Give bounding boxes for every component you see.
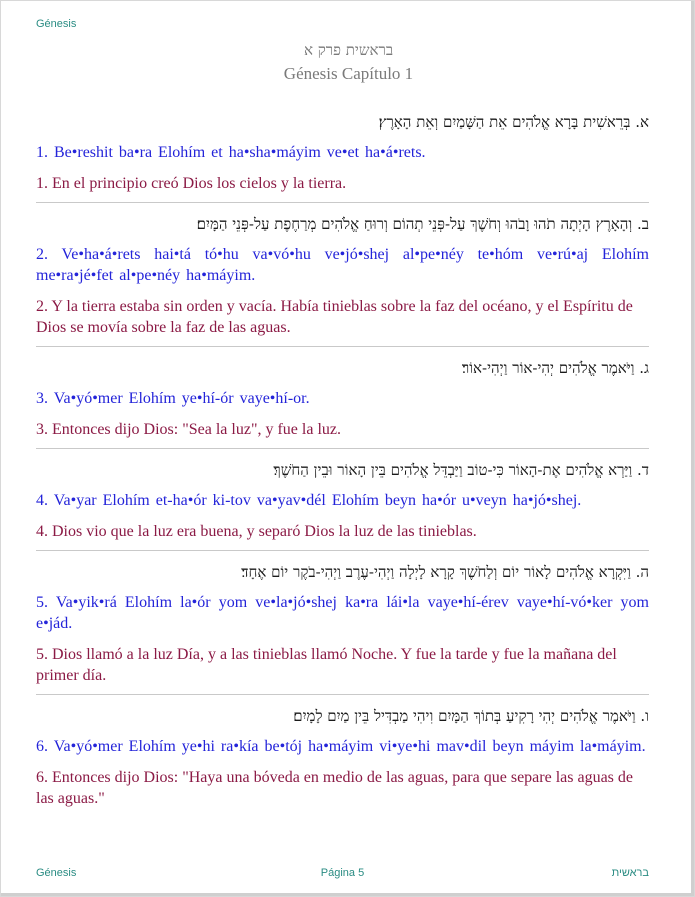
footer-book-hebrew: בראשית: [611, 867, 649, 879]
verse-spanish: 5. Dios llamó a la luz Día, y a las tinieblas llamó Noche. Y fue la tarde y fue la mañana del primer día.: [36, 646, 617, 684]
verse-hebrew: ב. וְהָאָרֶץ הָיְתָה תֹהוּ וָבֹהוּ וְחֹשֶׁךְ עַל-פְּנֵי תְהוֹם וְרוּחַ אֱלֹהִים מְרַחֶפֶת עַל-פְּנֵי הַמָּיִם׃: [196, 215, 649, 233]
chapter-title: [1, 39, 695, 85]
verse-spanish: 6. Entonces dijo Dios: "Haya una bóveda en medio de las aguas, para que separe las aguas de las aguas.": [36, 769, 633, 807]
verse-transliteration: 2. Ve•ha•á•rets hai•tá tó•hu va•vó•hu ve•jó•shej al•pe•néy te•hóm ve•rú•aj Elohím me•ra•jé•fet al•pe•néy ha•máyim.: [36, 246, 649, 284]
verse-hebrew: ה. וַיִּקְרָא אֱלֹהִים לָאוֹר יוֹם וְלַחֹשֶׁךְ קָרָא לָיְלָה וַיְהִי-עֶרֶב וַיְהִי-בֹקֶר יוֹם אֶחָד׃: [241, 563, 649, 581]
verse-transliteration: 3. Va•yó•mer Elohím ye•hí-ór vaye•hí-or.: [36, 390, 310, 407]
verse-2: [36, 202, 649, 346]
verse-1: [36, 111, 649, 202]
verse-hebrew: ד. וַיַּרְא אֱלֹהִים אֶת-הָאוֹר כִּי-טוֹב וַיַּבְדֵּל אֱלֹהִים בֵּין הָאוֹר וּבֵין הַחֹשֶׁךְ׃: [273, 461, 649, 479]
chapter-title-hebrew: בראשית פרק א: [303, 41, 394, 59]
page-footer: [36, 867, 649, 881]
running-header: Génesis: [36, 18, 77, 30]
verse-spanish: 2. Y la tierra estaba sin orden y vacía. Había tinieblas sobre la faz del océano, y el Espíritu de Dios se movía sobre la faz de las aguas.: [36, 298, 633, 336]
verse-transliteration: 5. Va•yik•rá Elohím la•ór yom ve•la•jó•shej ka•ra lái•la vaye•hí-érev vaye•hí-vó•ker yom e•jád.: [36, 594, 649, 632]
verse-spanish: 4. Dios vio que la luz era buena, y separó Dios la luz de las tinieblas.: [36, 523, 477, 540]
verse-list: [36, 111, 649, 817]
verse-5: [36, 550, 649, 694]
verse-4: [36, 448, 649, 550]
chapter-title-spanish: Génesis Capítulo 1: [283, 64, 414, 83]
verse-3: [36, 346, 649, 448]
verse-spanish: 3. Entonces dijo Dios: "Sea la luz", y fue la luz.: [36, 421, 341, 438]
verse-transliteration: 6. Va•yó•mer Elohím ye•hi ra•kía be•tój ha•máyim vi•ye•hi mav•dil beyn máyim la•máyim.: [36, 738, 646, 755]
verse-hebrew: א. בְּרֵאשִׁית בָּרָא אֱלֹהִים אֵת הַשָּׁמַיִם וְאֵת הָאָרֶץ׃: [378, 113, 649, 131]
verse-hebrew: ו. וַיֹּאמֶר אֱלֹהִים יְהִי רָקִיעַ בְּתוֹךְ הַמָּיִם וִיהִי מַבְדִּיל בֵּין מַיִם לָמָיִם׃: [293, 707, 649, 725]
verse-transliteration: 4. Va•yar Elohím et-ha•ór ki-tov va•yav•dél Elohím beyn ha•ór u•veyn ha•jó•shej.: [36, 492, 582, 509]
page-number: Página 5: [320, 867, 365, 879]
verse-transliteration: 1. Be•reshit ba•ra Elohím et ha•sha•máyim ve•et ha•á•rets.: [36, 144, 426, 161]
verse-6: [36, 694, 649, 817]
footer-book: Génesis: [36, 867, 77, 879]
verse-hebrew: ג. וַיֹּאמֶר אֱלֹהִים יְהִי-אוֹר וַיְהִי-אוֹר׃: [461, 359, 649, 377]
verse-spanish: 1. En el principio creó Dios los cielos y la tierra.: [36, 175, 347, 192]
